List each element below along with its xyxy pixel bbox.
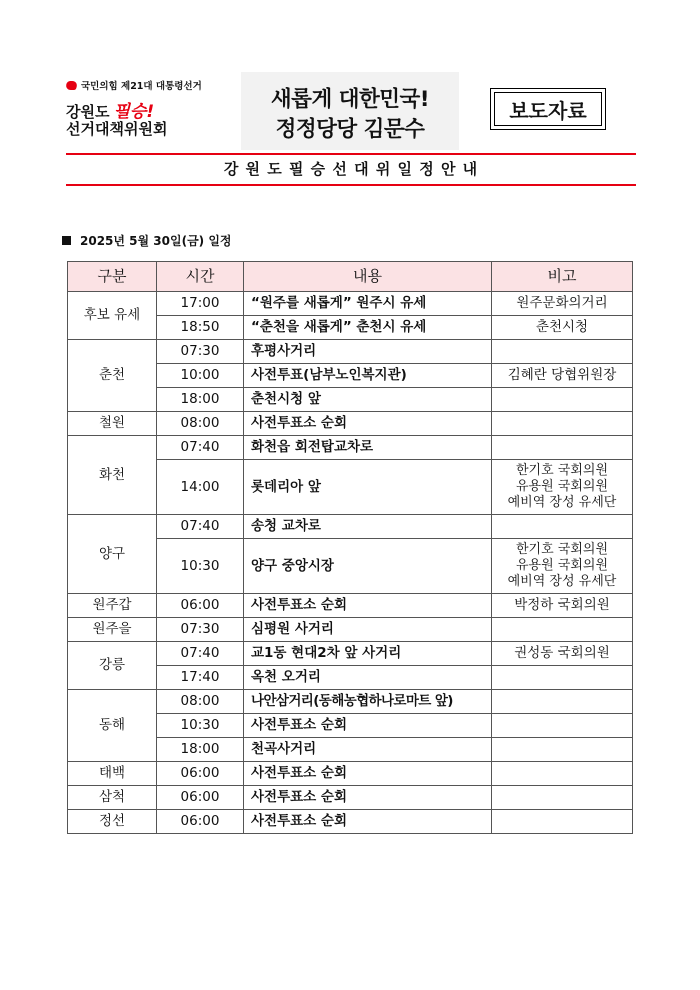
- region-cell: 정선: [68, 810, 157, 834]
- header-content: 내용: [244, 262, 492, 292]
- note-cell: [492, 436, 633, 460]
- logo-victory-text: 필승!: [113, 102, 155, 122]
- time-cell: 08:00: [157, 690, 244, 714]
- table-row: [68, 412, 633, 436]
- logo-committee-line: 선거대책위원회: [66, 120, 168, 138]
- table-row: [68, 762, 633, 786]
- note-cell: 춘천시청: [492, 316, 633, 340]
- content-cell: “원주를 새롭게” 원주시 유세: [244, 292, 492, 316]
- region-cell: 철원: [68, 412, 157, 436]
- table-row: [68, 515, 633, 539]
- header-category: 구분: [68, 262, 157, 292]
- content-cell: 사전투표(남부노인복지관): [244, 364, 492, 388]
- note-cell: [492, 515, 633, 539]
- bullet-square-icon: [62, 236, 71, 245]
- content-cell: 롯데리아 앞: [244, 460, 492, 515]
- note-cell: [492, 714, 633, 738]
- content-cell: 사전투표소 순회: [244, 810, 492, 834]
- note-cell: 권성동 국회의원: [492, 642, 633, 666]
- note-cell: 한기호 국회의원 유용원 국회의원 예비역 장성 유세단: [492, 539, 633, 594]
- content-cell: “춘천을 새롭게” 춘천시 유세: [244, 316, 492, 340]
- table-row: [68, 642, 633, 666]
- candidate-slogan: [241, 72, 459, 150]
- time-cell: 06:00: [157, 594, 244, 618]
- logo-party-line: 국민의힘 제21대 대통령선거: [66, 78, 202, 92]
- note-cell: 원주문화의거리: [492, 292, 633, 316]
- time-cell: 07:40: [157, 642, 244, 666]
- note-cell: [492, 412, 633, 436]
- content-cell: 송청 교차로: [244, 515, 492, 539]
- region-cell: 화천: [68, 436, 157, 515]
- note-cell: [492, 738, 633, 762]
- time-cell: 18:00: [157, 388, 244, 412]
- note-cell: [492, 618, 633, 642]
- content-cell: 천곡사거리: [244, 738, 492, 762]
- press-release-badge: 보도자료: [490, 88, 606, 130]
- content-cell: 옥천 오거리: [244, 666, 492, 690]
- header-note: 비고: [492, 262, 633, 292]
- region-cell: 태백: [68, 762, 157, 786]
- region-cell: 강릉: [68, 642, 157, 690]
- time-cell: 07:30: [157, 618, 244, 642]
- schedule-table: [67, 261, 633, 834]
- time-cell: 06:00: [157, 762, 244, 786]
- region-cell: 양구: [68, 515, 157, 594]
- time-cell: 10:30: [157, 714, 244, 738]
- region-cell: 원주을: [68, 618, 157, 642]
- header-time: 시간: [157, 262, 244, 292]
- time-cell: 17:00: [157, 292, 244, 316]
- region-cell: 삼척: [68, 786, 157, 810]
- time-cell: 18:50: [157, 316, 244, 340]
- time-cell: 08:00: [157, 412, 244, 436]
- table-row: [68, 690, 633, 714]
- press-release-header: [66, 72, 636, 150]
- time-cell: 07:30: [157, 340, 244, 364]
- table-row: [68, 618, 633, 642]
- time-cell: 17:40: [157, 666, 244, 690]
- table-row: [68, 292, 633, 316]
- title-rule-bottom: [66, 184, 636, 186]
- region-cell: 동해: [68, 690, 157, 762]
- time-cell: 10:00: [157, 364, 244, 388]
- content-cell: 화천읍 회전탑교차로: [244, 436, 492, 460]
- campaign-logo: [66, 78, 241, 146]
- content-cell: 심평원 사거리: [244, 618, 492, 642]
- time-cell: 14:00: [157, 460, 244, 515]
- table-row: [68, 786, 633, 810]
- logo-region-line: 강원도 필승!: [66, 102, 155, 122]
- time-cell: 06:00: [157, 786, 244, 810]
- title-rule-top: [66, 153, 636, 155]
- slogan-line-1: 새롭게 대한민국!: [270, 87, 430, 112]
- slogan-line-2: 정정당당 김문수: [275, 117, 425, 142]
- table-header-row: [68, 262, 633, 292]
- time-cell: 18:00: [157, 738, 244, 762]
- time-cell: 10:30: [157, 539, 244, 594]
- note-cell: [492, 810, 633, 834]
- table-row: [68, 594, 633, 618]
- content-cell: 사전투표소 순회: [244, 412, 492, 436]
- note-cell: [492, 388, 633, 412]
- region-cell: 춘천: [68, 340, 157, 412]
- content-cell: 춘천시청 앞: [244, 388, 492, 412]
- content-cell: 사전투표소 순회: [244, 786, 492, 810]
- content-cell: 사전투표소 순회: [244, 714, 492, 738]
- note-cell: [492, 690, 633, 714]
- content-cell: 나안삼거리(동해농협하나로마트 앞): [244, 690, 492, 714]
- content-cell: 교1동 현대2차 앞 사거리: [244, 642, 492, 666]
- time-cell: 06:00: [157, 810, 244, 834]
- region-cell: 후보 유세: [68, 292, 157, 340]
- table-row: [68, 340, 633, 364]
- note-cell: [492, 762, 633, 786]
- content-cell: 양구 중앙시장: [244, 539, 492, 594]
- table-row: [68, 810, 633, 834]
- note-cell: 박정하 국회의원: [492, 594, 633, 618]
- note-cell: 김혜란 당협위원장: [492, 364, 633, 388]
- note-cell: [492, 786, 633, 810]
- content-cell: 사전투표소 순회: [244, 762, 492, 786]
- content-cell: 사전투표소 순회: [244, 594, 492, 618]
- document-title: 강 원 도 필 승 선 대 위 일 정 안 내: [223, 160, 479, 178]
- content-cell: 후평사거리: [244, 340, 492, 364]
- note-cell: [492, 666, 633, 690]
- note-cell: [492, 340, 633, 364]
- time-cell: 07:40: [157, 436, 244, 460]
- party-logo-icon: [65, 81, 78, 90]
- note-cell: 한기호 국회의원 유용원 국회의원 예비역 장성 유세단: [492, 460, 633, 515]
- table-row: [68, 436, 633, 460]
- region-cell: 원주갑: [68, 594, 157, 618]
- schedule-date-line: 2025년 5월 30일(금) 일정: [62, 232, 232, 249]
- time-cell: 07:40: [157, 515, 244, 539]
